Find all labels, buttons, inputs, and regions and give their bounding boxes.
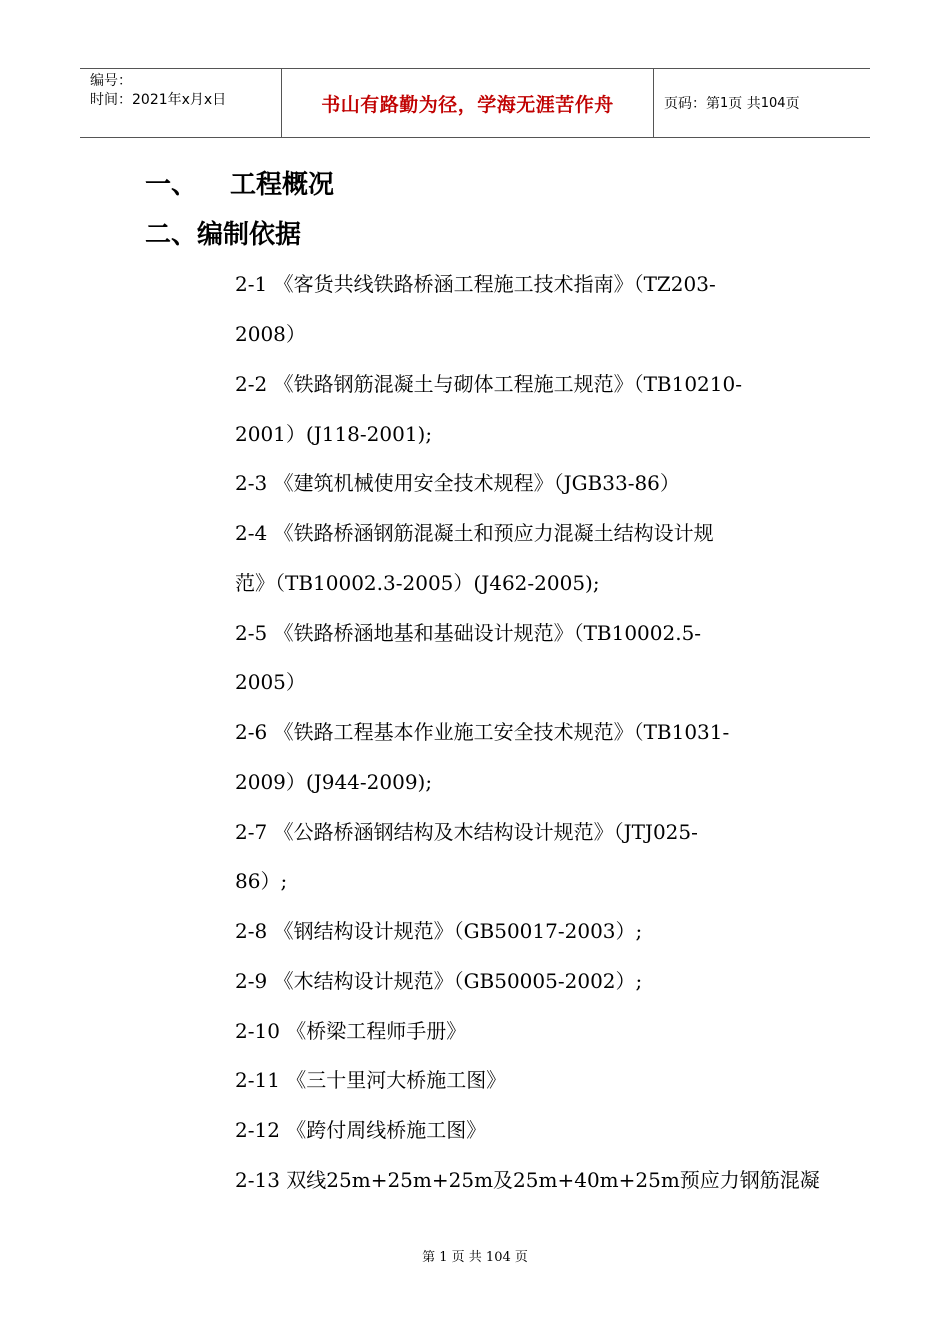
document-number-label: 编号：: [90, 73, 132, 89]
reference-line: 2005）: [235, 670, 306, 694]
reference-line: 2-10 《桥梁工程师手册》: [235, 1019, 467, 1043]
header-motto-cell: [282, 69, 654, 137]
section-one-number: 一、: [145, 170, 198, 200]
document-date: 时间：2021年x月x日: [90, 92, 227, 108]
page-prefix: 页码：第: [664, 96, 720, 112]
page-total: 104: [760, 95, 786, 111]
page-middle: 页 共: [728, 96, 761, 112]
reference-line: 2001）(J118-2001);: [235, 422, 433, 446]
reference-line: 2-13 双线25m+25m+25m及25m+40m+25m预应力钢筋混凝: [235, 1168, 820, 1192]
reference-line: 2-2 《铁路钢筋混凝土与砌体工程施工规范》（TB10210-: [235, 372, 742, 396]
reference-line: 范》（TB10002.3-2005）(J462-2005);: [235, 571, 600, 595]
reference-line: 2-5 《铁路桥涵地基和基础设计规范》（TB10002.5-: [235, 621, 702, 645]
header-motto: 书山有路勤为径，学海无涯苦作舟: [321, 93, 614, 116]
reference-line: 2-6 《铁路工程基本作业施工安全技术规范》（TB1031-: [235, 720, 730, 744]
reference-line: 2008）: [235, 322, 306, 346]
page-footer: 第 1 页 共 104 页: [422, 1250, 528, 1265]
reference-line: 2-1 《客货共线铁路桥涵工程施工技术指南》（TZ203-: [235, 272, 716, 296]
document-header: [80, 68, 870, 138]
reference-line: 86）;: [235, 869, 288, 893]
reference-line: 2-4 《铁路桥涵钢筋混凝土和预应力混凝土结构设计规: [235, 521, 714, 545]
section-two-title: 二、编制依据: [145, 220, 302, 250]
reference-line: 2009）(J944-2009);: [235, 770, 433, 794]
reference-line: 2-11 《三十里河大桥施工图》: [235, 1068, 507, 1092]
reference-line: 2-3 《建筑机械使用安全技术规程》（JGB33-86）: [235, 471, 680, 495]
reference-line: 2-7 《公路桥涵钢结构及木结构设计规范》（JTJ025-: [235, 820, 698, 844]
reference-line: 2-12 《跨付周线桥施工图》: [235, 1118, 487, 1142]
reference-line: 2-8 《钢结构设计规范》（GB50017-2003）;: [235, 919, 643, 943]
reference-line: 2-9 《木结构设计规范》（GB50005-2002）;: [235, 969, 643, 993]
header-page-info: [654, 69, 870, 137]
page-current: 1: [720, 95, 729, 111]
section-one-title: 工程概况: [230, 170, 335, 200]
header-meta: [80, 69, 282, 137]
page-suffix: 页: [785, 96, 800, 112]
